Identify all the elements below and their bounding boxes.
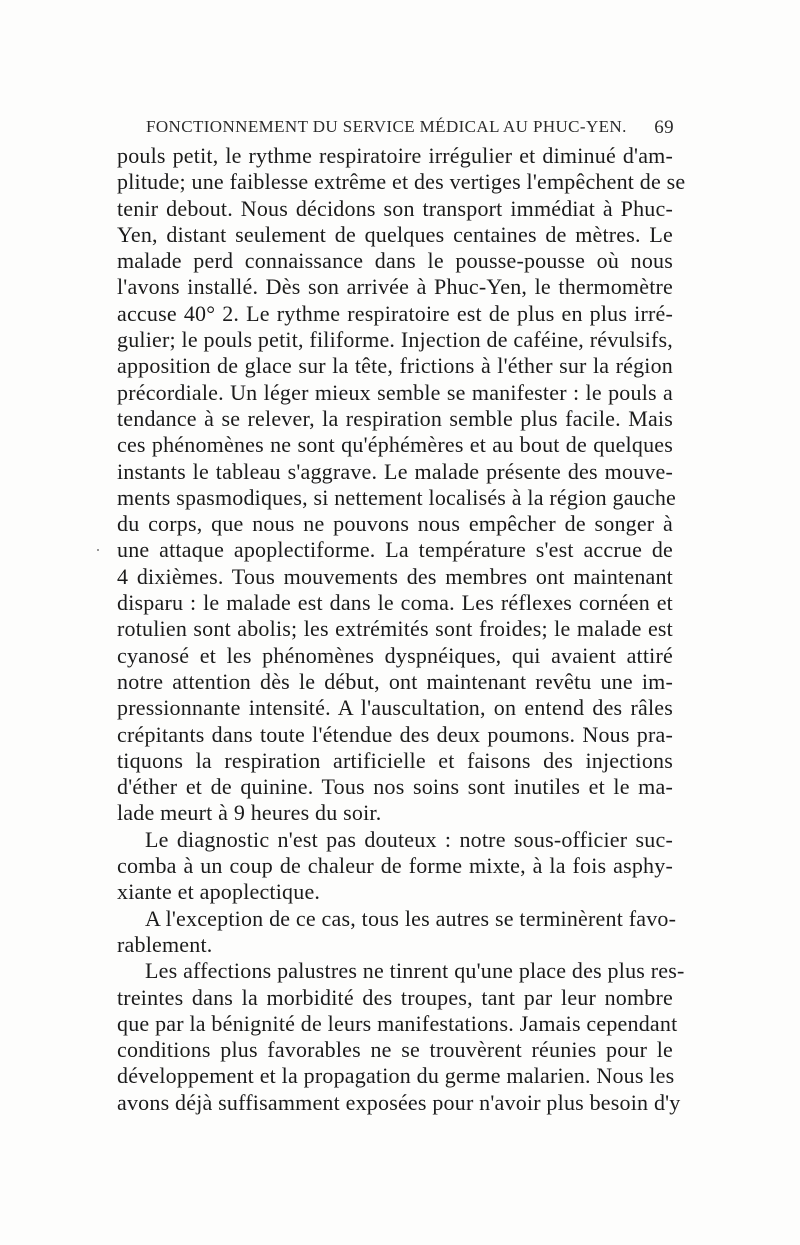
text-line: notre attention dès le début, ont maintenant revêtu une im- (117, 668, 673, 694)
text-line: précordiale. Un léger mieux semble se manifester : le pouls a (117, 379, 673, 405)
text-line: une attaque apoplectiforme. La température s'est accrue de (117, 537, 673, 563)
text-line: crépitants dans toute l'étendue des deux poumons. Nous pra- (117, 721, 673, 747)
text-line: plitude; une faiblesse extrême et des vertiges l'empêchent de se (117, 169, 686, 195)
text-line: Les affections palustres ne tinrent qu'une place des plus res- (145, 958, 685, 984)
text-line: instants le tableau s'aggrave. Le malade présente des mouve- (117, 458, 673, 484)
text-line: ces phénomènes ne sont qu'éphémères et au bout de quelques (117, 432, 673, 458)
text-line: apposition de glace sur la tête, frictions à l'éther sur la région (117, 353, 673, 379)
text-line: que par la bénignité de leurs manifestations. Jamais cependant (117, 1010, 678, 1036)
body-text (117, 143, 686, 1116)
text-line: conditions plus favorables ne se trouvèrent réunies pour le (117, 1037, 673, 1063)
text-line: tenir debout. Nous décidons son transport immédiat à Phuc- (117, 195, 673, 221)
text-line: Le diagnostic n'est pas douteux : notre sous-officier suc- (145, 826, 673, 852)
page-number: 69 (654, 117, 674, 138)
text-line: comba à un coup de chaleur de forme mixte, à la fois asphy- (117, 853, 673, 879)
text-line: tiquons la respiration artificielle et faisons des injections (117, 747, 673, 773)
text-line: A l'exception de ce cas, tous les autres se terminèrent favo- (145, 905, 677, 931)
text-line: ments spasmodiques, si nettement localisés à la région gauche (117, 484, 676, 510)
text-line: pressionnante intensité. A l'auscultation, on entend des râles (117, 695, 673, 721)
text-line: lade meurt à 9 heures du soir. (117, 800, 382, 826)
running-title: FONCTIONNEMENT DU SERVICE MÉDICAL AU PHUC-YEN. (146, 117, 627, 136)
text-line: xiante et apoplectique. (117, 879, 321, 905)
text-line: disparu : le malade est dans le coma. Les réflexes cornéen et (117, 590, 673, 616)
text-line: accuse 40° 2. Le rythme respiratoire est de plus en plus irré- (117, 300, 673, 326)
text-line: rablement. (117, 931, 213, 957)
text-line: avons déjà suffisamment exposées pour n'avoir plus besoin d'y (117, 1089, 681, 1115)
running-head (146, 117, 674, 141)
text-line: cyanosé et les phénomènes dyspnéiques, qui avaient attiré (117, 642, 673, 668)
text-line: tendance à se relever, la respiration semble plus facile. Mais (117, 405, 673, 431)
text-line: 4 dixièmes. Tous mouvements des membres ont maintenant (117, 563, 673, 589)
text-line: d'éther et de quinine. Tous nos soins sont inutiles et le ma- (117, 774, 673, 800)
text-line: treintes dans la morbidité des troupes, tant par leur nombre (117, 984, 673, 1010)
text-line: rotulien sont abolis; les extrémités sont froides; le malade est (117, 616, 673, 642)
text-line: gulier; le pouls petit, filiforme. Injection de caféine, révulsifs, (117, 327, 673, 353)
text-line: Yen, distant seulement de quelques centaines de mètres. Le (117, 221, 673, 247)
text-line: pouls petit, le rythme respiratoire irrégulier et diminué d'am- (117, 143, 673, 168)
text-line: l'avons installé. Dès son arrivée à Phuc-Yen, le thermomètre (117, 274, 673, 300)
text-line: malade perd connaissance dans le pousse-pousse où nous (117, 248, 673, 274)
text-line: du corps, que nous ne pouvons nous empêcher de songer à (117, 511, 673, 537)
text-line: développement et la propagation du germe malarien. Nous les (117, 1063, 675, 1089)
margin-mark (97, 549, 99, 551)
